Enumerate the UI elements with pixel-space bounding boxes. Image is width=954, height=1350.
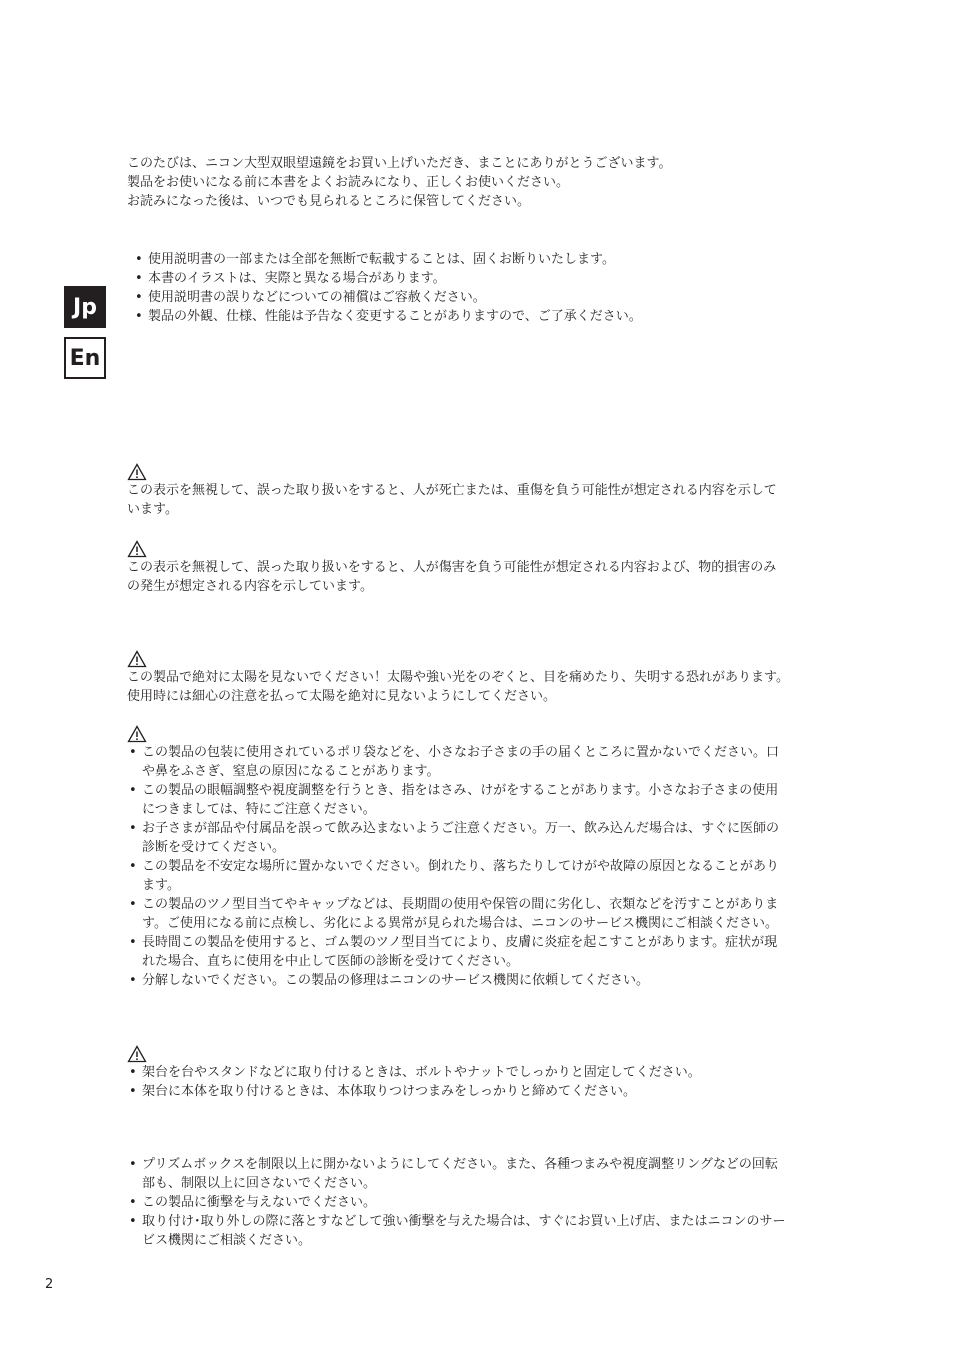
page-number: 2	[45, 1277, 54, 1292]
language-tab-jp[interactable]: Jp	[64, 286, 106, 328]
handling-list	[127, 1155, 786, 1250]
intro-line: このたびは、ニコン大型双眼望遠鏡をお買い上げいただき、まことにありがとうございます。	[127, 156, 672, 171]
warning-triangle-icon	[127, 463, 147, 481]
caution-item: • この製品の眼幅調整や視度調整を行うとき、指をはさみ、けがをすることがあります。小さなお子さまの使用 につきましては、特にご注意ください。	[127, 781, 779, 819]
caution-item: • お子さまが部品や付属品を誤って飲み込まないようご注意ください。万一、飲み込んだ場合は、すぐに医師の 診断を受けてください。	[127, 819, 779, 857]
mount-caution-item: • 架台を台やスタンドなどに取り付けるときは、ボルトやナットでしっかりと固定してください。	[127, 1063, 701, 1082]
caution-item: • 長時間この製品を使用すると、ゴム製のツノ型目当てにより、皮膚に炎症を起こすことがあります。症状が現 れた場合、直ちに使用を中止して医師の診断を受けてください。	[127, 933, 779, 971]
handling-item: • この製品に衝撃を与えないでください。	[127, 1193, 786, 1212]
intro-line: 製品をお使いになる前に本書をよくお読みになり、正しくお使いください。	[127, 175, 570, 190]
sun-warning-line: この製品で絶対に太陽を見ないでください！太陽や強い光をのぞくと、目を痛めたり、失明する恐れがあります。	[127, 670, 789, 685]
intro-line: お読みになった後は、いつでも見られるところに保管してください。	[127, 194, 531, 209]
cautions-section	[127, 725, 779, 990]
note-item: • 使用説明書の一部または全部を無断で転載することは、固くお断りいたします。	[133, 250, 642, 269]
caution-triangle-icon	[127, 1045, 147, 1063]
handling-item: • 取り付け･取り外しの際に落とすなどして強い衝撃を与えた場合は、すぐにお買い上げ店、またはニコンのサー ビス機関にご相談ください。	[127, 1212, 786, 1250]
caution-triangle-icon	[127, 725, 147, 743]
caution-item: • この製品を不安定な場所に置かないでください。倒れたり、落ちたりしてけがや故障の原因となることがあり ます。	[127, 857, 779, 895]
caution-item: • 分解しないでください。この製品の修理はニコンのサービス機関に依頼してください。	[127, 971, 779, 990]
warning-definition-line: この表示を無視して、誤った取り扱いをすると、人が死亡または、重傷を負う可能性が想定される内容を示して	[127, 483, 777, 498]
mount-cautions-section	[127, 1045, 701, 1101]
warning-definition	[127, 463, 777, 519]
notes-list	[133, 250, 642, 326]
sun-warning-line: 使用時には細心の注意を払って太陽を絶対に見ないようにしてください。	[127, 689, 557, 704]
caution-definition-line: この表示を無視して、誤った取り扱いをすると、人が傷害を負う可能性が想定される内容および、物的損害のみ	[127, 560, 777, 575]
mount-caution-item: • 架台に本体を取り付けるときは、本体取りつけつまみをしっかりと締めてください。	[127, 1082, 701, 1101]
sun-warning	[127, 650, 789, 706]
intro-block	[127, 154, 671, 211]
note-item: • 製品の外観、仕様、性能は予告なく変更することがありますので、ご了承ください。	[133, 307, 642, 326]
warning-definition-line: います。	[127, 502, 178, 517]
caution-item: • この製品の包装に使用されているポリ袋などを、小さなお子さまの手の届くところに置かないでください。口 や鼻をふさぎ、窒息の原因になることがあります。	[127, 743, 779, 781]
cautions-list	[127, 743, 779, 990]
language-tab-en[interactable]: En	[64, 337, 106, 379]
caution-definition-line: の発生が想定される内容を示しています。	[127, 579, 373, 594]
note-item: • 使用説明書の誤りなどについての補償はご容赦ください。	[133, 288, 642, 307]
handling-item: • プリズムボックスを制限以上に開かないようにしてください。また、各種つまみや視度調整リングなどの回転 部も、制限以上に回さないでください。	[127, 1155, 786, 1193]
note-item: • 本書のイラストは、実際と異なる場合があります。	[133, 269, 642, 288]
caution-item: • この製品のツノ型目当てやキャップなどは、長期間の使用や保管の間に劣化し、衣類などを汚すことがありま す。ご使用になる前に点検し、劣化による異常が見られた場合は、ニコンのサービス機関にご相談ください。	[127, 895, 779, 933]
mount-cautions-list	[127, 1063, 701, 1101]
warning-triangle-icon	[127, 650, 147, 668]
caution-definition	[127, 540, 776, 596]
caution-triangle-icon	[127, 540, 147, 558]
